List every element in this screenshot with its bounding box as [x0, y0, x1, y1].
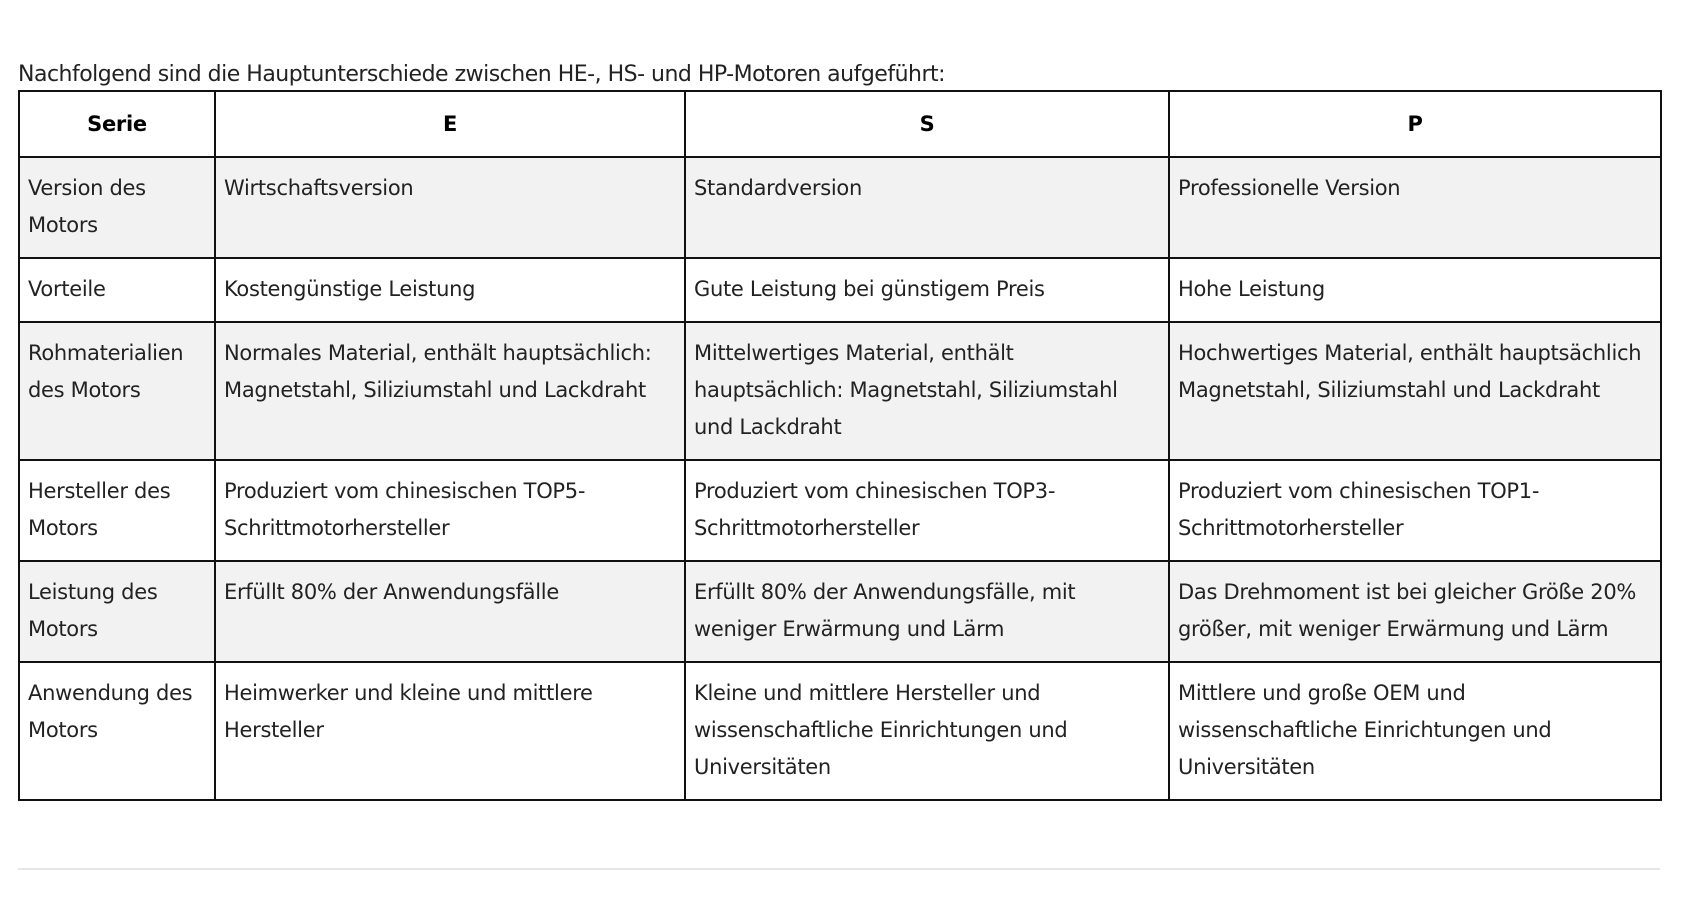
cell-e: Produziert vom chinesischen TOP5-Schrittmotorhersteller: [215, 460, 685, 561]
header-e: E: [215, 91, 685, 157]
row-label: Leistung des Motors: [19, 561, 215, 662]
intro-text: Nachfolgend sind die Hauptunterschiede zwischen HE-, HS- und HP-Motoren aufgeführt:: [18, 62, 946, 87]
cell-p: Hochwertiges Material, enthält hauptsächlich Magnetstahl, Siliziumstahl und Lackdraht: [1169, 322, 1661, 460]
cell-p: Mittlere und große OEM und wissenschaftliche Einrichtungen und Universitäten: [1169, 662, 1661, 800]
cell-p: Professionelle Version: [1169, 157, 1661, 258]
table-row: [19, 662, 1661, 800]
header-p: P: [1169, 91, 1661, 157]
cell-e: Heimwerker und kleine und mittlere Hersteller: [215, 662, 685, 800]
cell-s: Produziert vom chinesischen TOP3-Schrittmotorhersteller: [685, 460, 1169, 561]
row-label: Anwendung des Motors: [19, 662, 215, 800]
cell-e: Wirtschaftsversion: [215, 157, 685, 258]
cell-e: Normales Material, enthält hauptsächlich: Magnetstahl, Siliziumstahl und Lackdraht: [215, 322, 685, 460]
cell-p: Hohe Leistung: [1169, 258, 1661, 322]
table-row: [19, 460, 1661, 561]
header-s: S: [685, 91, 1169, 157]
table-row: [19, 322, 1661, 460]
cell-p: Produziert vom chinesischen TOP1-Schrittmotorhersteller: [1169, 460, 1661, 561]
comparison-table: [18, 90, 1662, 801]
divider-line: [18, 868, 1660, 870]
cell-e: Erfüllt 80% der Anwendungsfälle: [215, 561, 685, 662]
cell-p: Das Drehmoment ist bei gleicher Größe 20% größer, mit weniger Erwärmung und Lärm: [1169, 561, 1661, 662]
header-serie: Serie: [19, 91, 215, 157]
cell-s: Kleine und mittlere Hersteller und wissenschaftliche Einrichtungen und Universitäten: [685, 662, 1169, 800]
row-label: Vorteile: [19, 258, 215, 322]
table-row: [19, 157, 1661, 258]
row-label: Hersteller des Motors: [19, 460, 215, 561]
cell-s: Gute Leistung bei günstigem Preis: [685, 258, 1169, 322]
table-row: [19, 561, 1661, 662]
cell-e: Kostengünstige Leistung: [215, 258, 685, 322]
row-label: Version des Motors: [19, 157, 215, 258]
row-label: Rohmaterialien des Motors: [19, 322, 215, 460]
table-row: [19, 258, 1661, 322]
cell-s: Erfüllt 80% der Anwendungsfälle, mit weniger Erwärmung und Lärm: [685, 561, 1169, 662]
table-header-row: [19, 91, 1661, 157]
cell-s: Standardversion: [685, 157, 1169, 258]
cell-s: Mittelwertiges Material, enthält hauptsächlich: Magnetstahl, Siliziumstahl und Lackdraht: [685, 322, 1169, 460]
